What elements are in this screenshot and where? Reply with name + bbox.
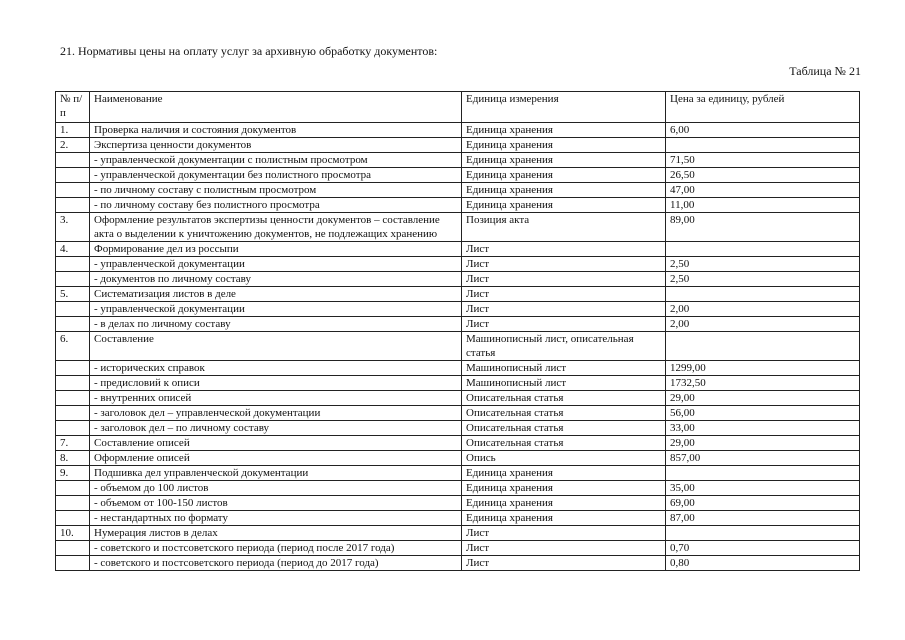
cell-name: Оформление результатов экспертизы ценности документов – составление акта о выделении к уничтожению документов, не подлежащих хранению: [90, 213, 462, 242]
cell-unit: Описательная статья: [462, 436, 666, 451]
table-row: [56, 451, 860, 466]
cell-number: 3.: [56, 213, 90, 242]
cell-number: 4.: [56, 242, 90, 257]
table-row: [56, 526, 860, 541]
table-row: [56, 332, 860, 361]
cell-price: 857,00: [666, 451, 860, 466]
table-row: [56, 436, 860, 451]
cell-price: [666, 332, 860, 361]
cell-number: [56, 317, 90, 332]
cell-number: [56, 541, 90, 556]
cell-unit: Единица хранения: [462, 168, 666, 183]
cell-name: Нумерация листов в делах: [90, 526, 462, 541]
cell-price: 11,00: [666, 198, 860, 213]
cell-unit: Единица хранения: [462, 481, 666, 496]
cell-number: [56, 302, 90, 317]
cell-price: 29,00: [666, 436, 860, 451]
cell-unit: Единица хранения: [462, 198, 666, 213]
cell-number: [56, 391, 90, 406]
cell-number: 6.: [56, 332, 90, 361]
cell-price: 35,00: [666, 481, 860, 496]
table-row: [56, 496, 860, 511]
cell-name: Составление описей: [90, 436, 462, 451]
cell-unit: Лист: [462, 317, 666, 332]
cell-unit: Лист: [462, 257, 666, 272]
cell-name: - в делах по личному составу: [90, 317, 462, 332]
cell-name: Систематизация листов в деле: [90, 287, 462, 302]
cell-number: [56, 183, 90, 198]
cell-name: - объемом от 100-150 листов: [90, 496, 462, 511]
cell-number: [56, 361, 90, 376]
cell-number: [56, 153, 90, 168]
cell-unit: Лист: [462, 541, 666, 556]
table-header-row: [56, 92, 860, 123]
cell-price: [666, 287, 860, 302]
cell-name: Проверка наличия и состояния документов: [90, 123, 462, 138]
cell-unit: Единица хранения: [462, 466, 666, 481]
cell-unit: Единица хранения: [462, 496, 666, 511]
table-row: [56, 391, 860, 406]
cell-name: Формирование дел из россыпи: [90, 242, 462, 257]
table-row: [56, 123, 860, 138]
cell-price: 56,00: [666, 406, 860, 421]
cell-price: [666, 466, 860, 481]
cell-name: - управленческой документации: [90, 257, 462, 272]
cell-price: 33,00: [666, 421, 860, 436]
cell-number: 1.: [56, 123, 90, 138]
cell-unit: Опись: [462, 451, 666, 466]
cell-name: - по личному составу с полистным просмотром: [90, 183, 462, 198]
cell-price: 1732,50: [666, 376, 860, 391]
table-row: [56, 556, 860, 571]
table-row: [56, 406, 860, 421]
table-row: [56, 511, 860, 526]
cell-name: Подшивка дел управленческой документации: [90, 466, 462, 481]
cell-name: - заголовок дел – управленческой документации: [90, 406, 462, 421]
cell-price: [666, 138, 860, 153]
cell-name: - внутренних описей: [90, 391, 462, 406]
cell-unit: Единица хранения: [462, 153, 666, 168]
cell-name: Экспертиза ценности документов: [90, 138, 462, 153]
cell-price: 69,00: [666, 496, 860, 511]
cell-name: - нестандартных по формату: [90, 511, 462, 526]
cell-name: - документов по личному составу: [90, 272, 462, 287]
cell-unit: Описательная статья: [462, 406, 666, 421]
cell-number: [56, 481, 90, 496]
cell-price: 6,00: [666, 123, 860, 138]
price-table: [55, 91, 860, 571]
cell-number: 9.: [56, 466, 90, 481]
cell-number: [56, 511, 90, 526]
cell-price: 87,00: [666, 511, 860, 526]
cell-name: - исторических справок: [90, 361, 462, 376]
table-row: [56, 287, 860, 302]
cell-number: [56, 168, 90, 183]
cell-unit: Единица хранения: [462, 138, 666, 153]
cell-name: Составление: [90, 332, 462, 361]
cell-unit: Единица хранения: [462, 511, 666, 526]
cell-name: - советского и постсоветского периода (период до 2017 года): [90, 556, 462, 571]
cell-price: 26,50: [666, 168, 860, 183]
cell-unit: Лист: [462, 526, 666, 541]
cell-price: 2,50: [666, 257, 860, 272]
table-row: [56, 361, 860, 376]
cell-price: 47,00: [666, 183, 860, 198]
table-row: [56, 466, 860, 481]
cell-price: 2,50: [666, 272, 860, 287]
document-heading: 21. Нормативы цены на оплату услуг за архивную обработку документов:: [60, 44, 438, 58]
cell-unit: Лист: [462, 287, 666, 302]
cell-number: 7.: [56, 436, 90, 451]
cell-name: - управленческой документации с полистным просмотром: [90, 153, 462, 168]
table-row: [56, 541, 860, 556]
cell-unit: Лист: [462, 272, 666, 287]
cell-unit: Машинописный лист: [462, 361, 666, 376]
cell-unit: Машинописный лист, описательная статья: [462, 332, 666, 361]
column-header-name: Наименование: [90, 92, 462, 123]
cell-number: 2.: [56, 138, 90, 153]
cell-price: 89,00: [666, 213, 860, 242]
cell-price: 0,70: [666, 541, 860, 556]
cell-name: - по личному составу без полистного просмотра: [90, 198, 462, 213]
column-header-number: № п/п: [56, 92, 90, 123]
cell-unit: Единица хранения: [462, 123, 666, 138]
table-row: [56, 168, 860, 183]
table-number: Таблица № 21: [789, 64, 861, 78]
cell-unit: Описательная статья: [462, 421, 666, 436]
cell-price: 71,50: [666, 153, 860, 168]
cell-unit: Описательная статья: [462, 391, 666, 406]
cell-name: - советского и постсоветского периода (период после 2017 года): [90, 541, 462, 556]
cell-number: 10.: [56, 526, 90, 541]
cell-price: [666, 526, 860, 541]
cell-price: 29,00: [666, 391, 860, 406]
cell-unit: Единица хранения: [462, 183, 666, 198]
cell-number: [56, 406, 90, 421]
cell-number: [56, 421, 90, 436]
cell-name: - предисловий к описи: [90, 376, 462, 391]
cell-unit: Лист: [462, 302, 666, 317]
cell-number: [56, 376, 90, 391]
table-row: [56, 421, 860, 436]
cell-number: 5.: [56, 287, 90, 302]
cell-price: 0,80: [666, 556, 860, 571]
cell-price: 1299,00: [666, 361, 860, 376]
table-row: [56, 153, 860, 168]
cell-number: [56, 198, 90, 213]
table-row: [56, 138, 860, 153]
table-row: [56, 272, 860, 287]
cell-price: 2,00: [666, 317, 860, 332]
column-header-price: Цена за единицу, рублей: [666, 92, 860, 123]
table-row: [56, 183, 860, 198]
cell-name: - управленческой документации без полистного просмотра: [90, 168, 462, 183]
cell-unit: Позиция акта: [462, 213, 666, 242]
cell-price: [666, 242, 860, 257]
table-row: [56, 213, 860, 242]
table-row: [56, 242, 860, 257]
cell-number: [56, 272, 90, 287]
column-header-unit: Единица измерения: [462, 92, 666, 123]
table-row: [56, 317, 860, 332]
table-row: [56, 302, 860, 317]
cell-unit: Лист: [462, 556, 666, 571]
cell-number: [56, 257, 90, 272]
cell-name: Оформление описей: [90, 451, 462, 466]
cell-number: 8.: [56, 451, 90, 466]
cell-unit: Лист: [462, 242, 666, 257]
cell-name: - объемом до 100 листов: [90, 481, 462, 496]
cell-number: [56, 496, 90, 511]
table-row: [56, 376, 860, 391]
cell-unit: Машинописный лист: [462, 376, 666, 391]
cell-name: - управленческой документации: [90, 302, 462, 317]
table-row: [56, 257, 860, 272]
table-row: [56, 481, 860, 496]
table-row: [56, 198, 860, 213]
table-body: [56, 123, 860, 571]
cell-name: - заголовок дел – по личному составу: [90, 421, 462, 436]
cell-number: [56, 556, 90, 571]
cell-price: 2,00: [666, 302, 860, 317]
